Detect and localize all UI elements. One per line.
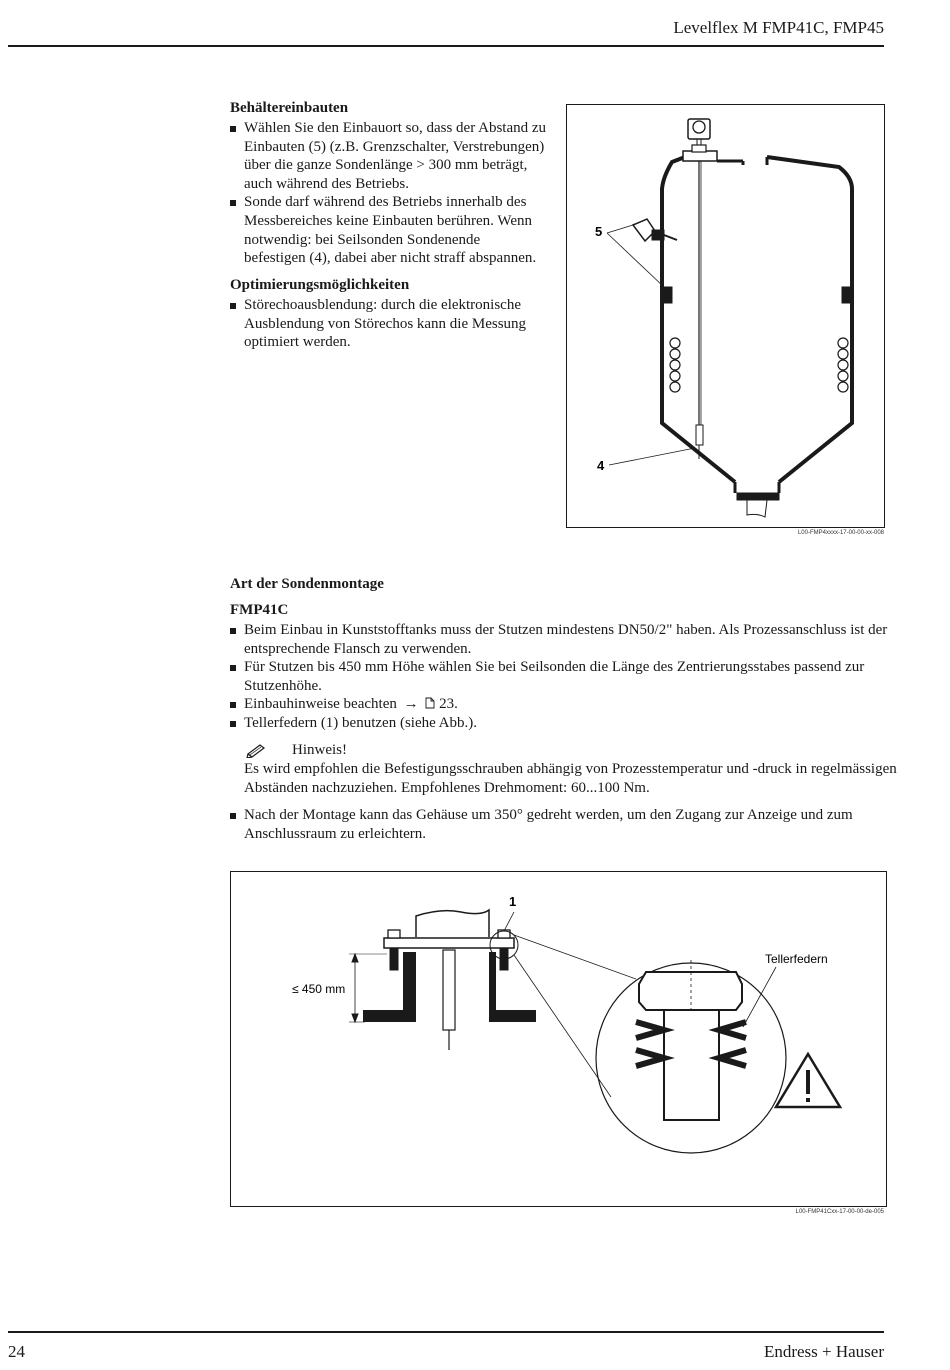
page-reference[interactable]: 23. (439, 696, 458, 713)
bullet-icon (230, 813, 236, 819)
note-line: Es wird empfohlen die Befestigungsschrauben abhängig von Prozesstemperatur und -druck in regelmässigen (244, 761, 897, 777)
header-rule (8, 45, 884, 47)
list-behaeltereinbauten (230, 119, 560, 268)
list-item: Sonde darf während des Betriebs innerhalb des Messbereiches keine Einbauten berühren. Wenn notwendig: bei Seilsonden Sondenende befestigen (4), dabei aber nicht straff abspannen. (230, 193, 560, 267)
page-reference-icon (425, 697, 435, 709)
pencil-icon (246, 742, 268, 758)
dimension-label: ≤ 450 mm (292, 982, 346, 996)
section-heading-optimierung: Optimierungsmöglichkeiten (230, 277, 410, 293)
subheading-fmp41c: FMP41C (230, 602, 289, 618)
list-item: Nach der Montage kann das Gehäuse um 350° gedreht werden, um den Zugang zur Anzeige und zum Anschlussraum zu erleichtern. (230, 806, 890, 843)
list-item: Wählen Sie den Einbauort so, dass der Abstand zu Einbauten (5) (z.B. Grenzschalter, Verstrebungen) über die ganze Sondenlänge > 300 mm beträgt, auch während des Betriebs. (230, 119, 560, 193)
page-header-title: Levelflex M FMP41C, FMP45 (673, 18, 884, 37)
list-item: Beim Einbau in Kunststofftanks muss der Stutzen mindestens DN50/2" haben. Als Prozessanschluss ist der entsprechende Flansch zu verwenden. (230, 621, 890, 658)
bullet-icon (230, 200, 236, 206)
page-number: 24 (8, 1342, 25, 1361)
bullet-icon (230, 702, 236, 708)
callout-1: 1 (509, 894, 517, 909)
list-optimierung (230, 296, 560, 352)
note-line: Abständen nachzuziehen. Empfohlenes Drehmoment: 60...100 Nm. (244, 779, 650, 796)
list-item: Tellerfedern (1) benutzen (siehe Abb.). (230, 714, 890, 733)
callout-4: 4 (597, 458, 605, 473)
tank-drawing (567, 105, 884, 527)
mounting-figure (230, 871, 887, 1207)
section-heading-sondenmontage: Art der Sondenmontage (230, 576, 384, 592)
footer-brand: Endress + Hauser (763, 1342, 884, 1361)
list-item: Einbauhinweise beachten → 23. (230, 695, 890, 714)
bullet-icon (230, 665, 236, 671)
section-heading-behaeltereinbauten: Behältereinbauten (230, 100, 349, 116)
mounting-drawing (231, 872, 886, 1206)
bullet-icon (230, 303, 236, 309)
footer-rule (8, 1331, 884, 1333)
list-after-note (230, 806, 890, 843)
bullet-icon (230, 126, 236, 132)
bullet-icon (230, 628, 236, 634)
tank-figure (566, 104, 885, 528)
list-item: Störechoausblendung: durch die elektronische Ausblendung von Störechos kann die Messung optimiert werden. (230, 296, 560, 352)
springs-label: Tellerfedern (765, 952, 828, 966)
list-sondenmontage (230, 621, 890, 733)
bullet-icon (230, 721, 236, 727)
callout-5: 5 (595, 224, 603, 239)
note-block (244, 741, 904, 797)
arrow-right-icon: → (403, 696, 419, 713)
figure2-code: L00-FMP41Cxx-17-00-00-de-005 (795, 1209, 884, 1215)
note-title: Hinweis! (292, 742, 347, 758)
list-item: Für Stutzen bis 450 mm Höhe wählen Sie bei Seilsonden die Länge des Zentrierungsstabes passend zur Stutzenhöhe. (230, 658, 890, 695)
figure1-code: L00-FMP4xxxx-17-00-00-xx-008 (797, 530, 884, 536)
